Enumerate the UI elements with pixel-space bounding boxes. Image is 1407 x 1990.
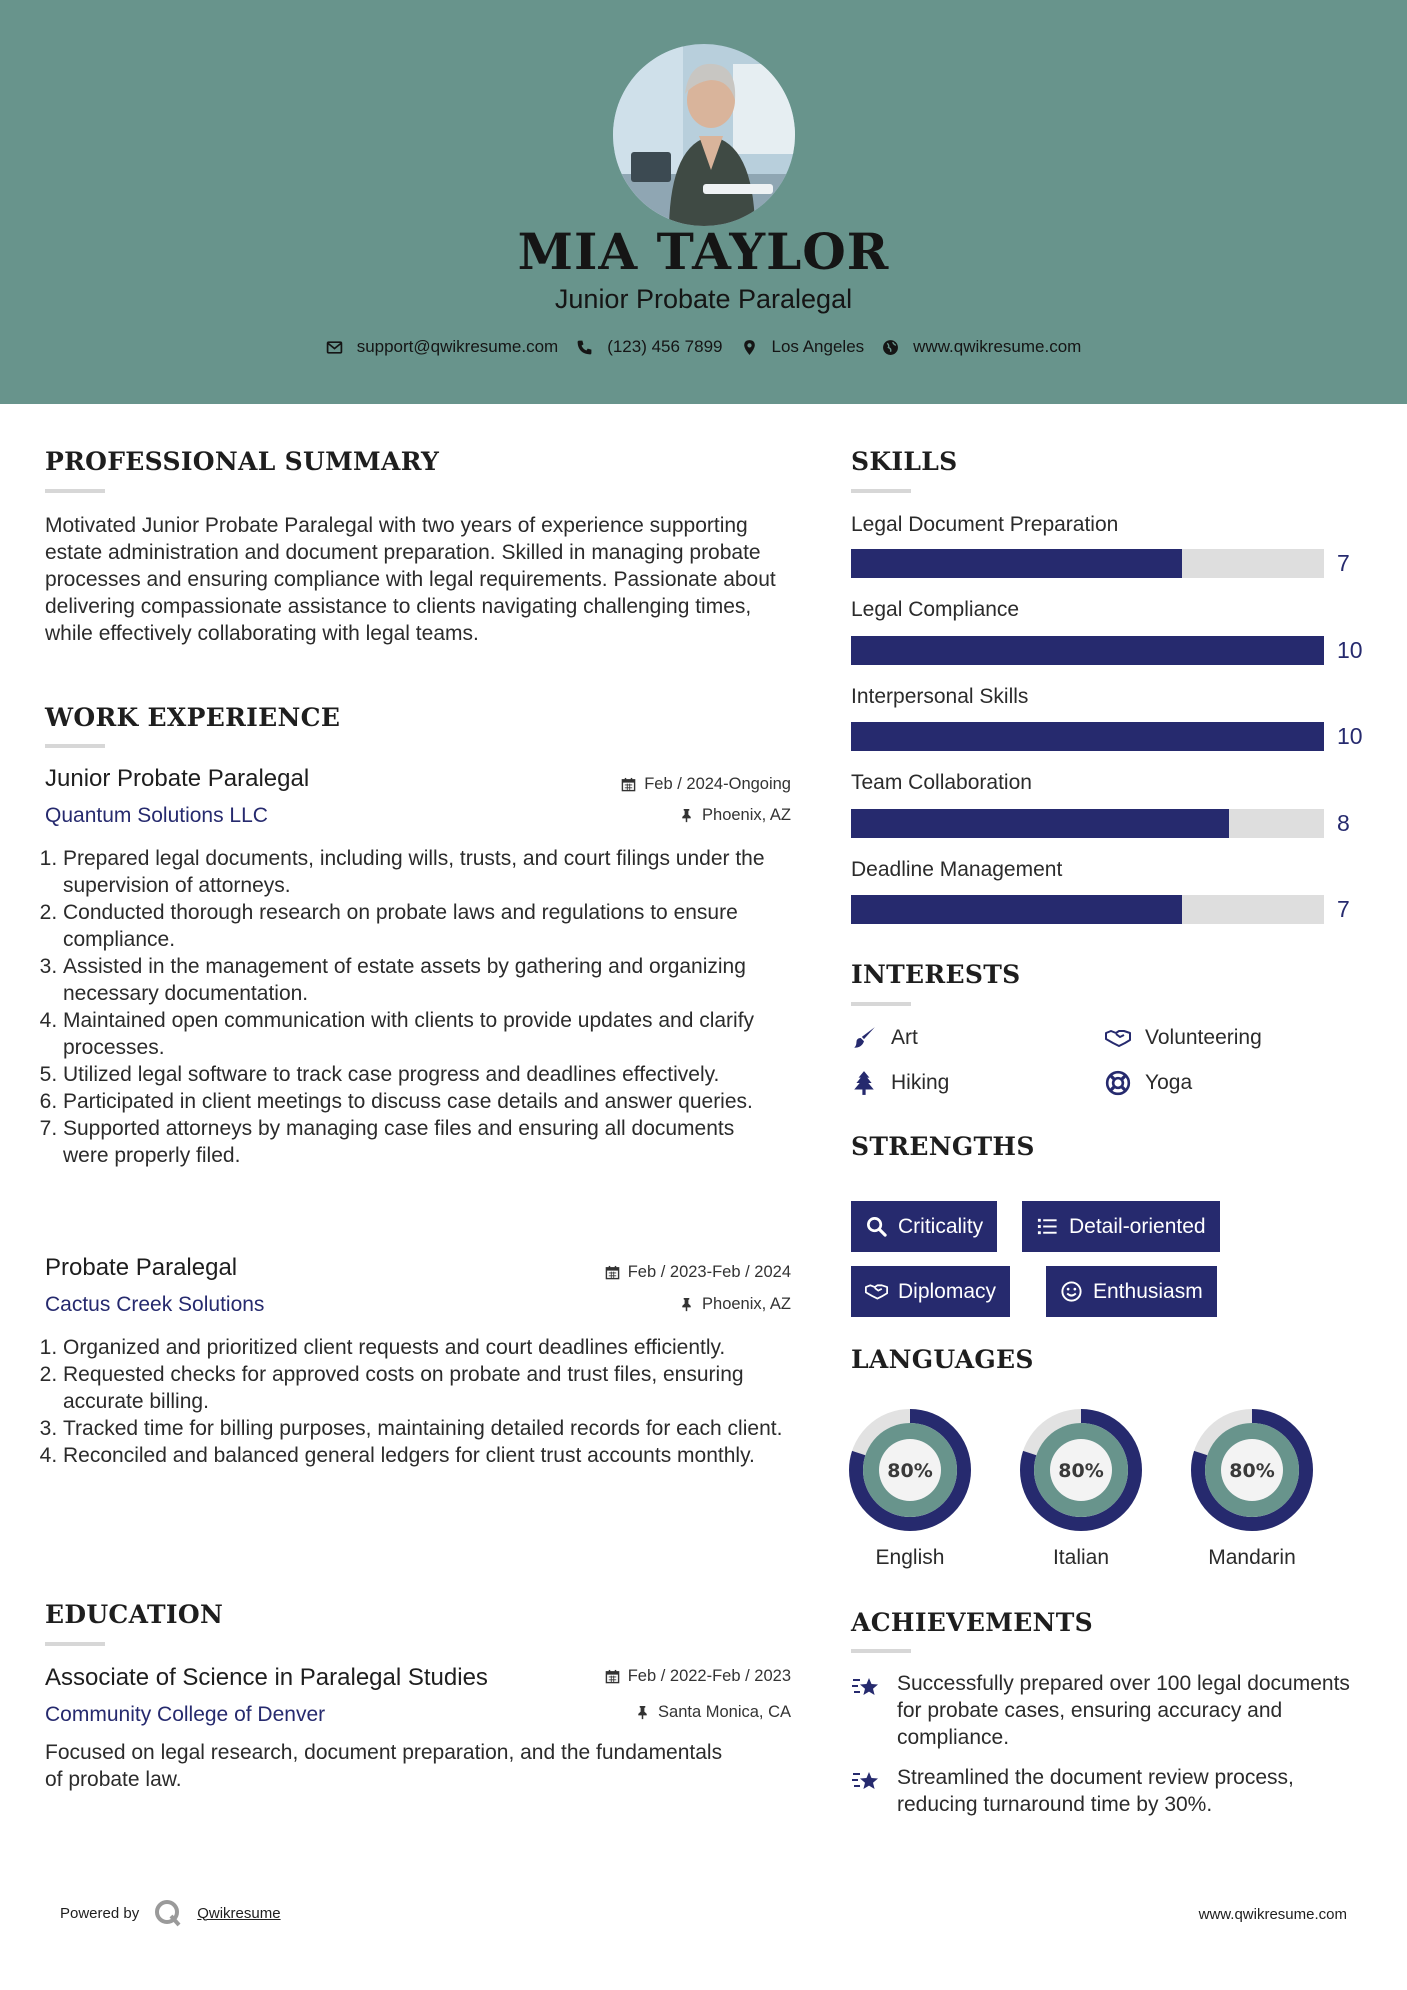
job-location: Phoenix, AZ: [679, 806, 791, 825]
job-title: Junior Probate Paralegal: [45, 765, 310, 792]
skill-bar: [851, 809, 1324, 838]
skills-divider: [851, 489, 911, 493]
language-item: [1190, 1408, 1314, 1570]
language-item: [1019, 1408, 1143, 1570]
interest-item: Hiking: [851, 1070, 949, 1096]
pushpin-icon: [635, 1705, 650, 1720]
language-ring: [1190, 1408, 1314, 1532]
tree-icon: [851, 1070, 877, 1096]
resume-header: [0, 0, 1407, 404]
phone-text[interactable]: (123) 456 7899: [607, 337, 723, 356]
globe-icon: [882, 339, 899, 356]
achievement-item: Successfully prepared over 100 legal documents for probate cases, ensuring accuracy and compliance.: [851, 1670, 1361, 1751]
contact-location: [741, 337, 865, 357]
skill-bar-fill: [851, 722, 1324, 751]
list-item: 6. Participated in client meetings to discuss case details and answer queries.: [63, 1088, 785, 1115]
handshake-icon: [865, 1280, 888, 1303]
job-bullets: [45, 845, 785, 1169]
list-item: 1. Organized and prioritized client requests and court deadlines efficiently.: [63, 1334, 785, 1361]
profile-photo: [613, 44, 795, 226]
list-item: 5. Utilized legal software to track case progress and deadlines effectively.: [63, 1061, 785, 1088]
candidate-role: Junior Probate Paralegal: [554, 284, 853, 314]
experience-heading: WORK EXPERIENCE: [45, 703, 341, 732]
list-item: 4. Maintained open communication with clients to provide updates and clarify processes.: [63, 1007, 785, 1061]
experience-divider: [45, 744, 105, 748]
skill-label: Legal Compliance: [851, 598, 1020, 621]
skill-score: 10: [1337, 637, 1363, 663]
degree-title: Associate of Science in Paralegal Studies: [45, 1664, 488, 1691]
school-name: Community College of Denver: [45, 1703, 326, 1726]
contact-phone[interactable]: [576, 337, 722, 357]
website-text[interactable]: www.qwikresume.com: [913, 337, 1082, 356]
strength-tag: Enthusiasm: [1046, 1266, 1217, 1317]
lifebuoy-icon: [1105, 1070, 1131, 1096]
skill-score: 7: [1337, 896, 1350, 922]
interest-item: Yoga: [1105, 1070, 1192, 1096]
contact-email[interactable]: [326, 337, 559, 357]
strength-tag: Diplomacy: [851, 1266, 1010, 1317]
calendar-icon: [605, 1669, 620, 1684]
skill-score: 10: [1337, 723, 1363, 749]
skill-bar: [851, 722, 1324, 751]
skill-bar: [851, 895, 1324, 924]
job-dates: Feb / 2023-Feb / 2024: [605, 1263, 791, 1282]
footer-website[interactable]: www.qwikresume.com: [1198, 1906, 1347, 1923]
smile-icon: [1060, 1280, 1083, 1303]
pushpin-icon: [679, 1297, 694, 1312]
list-item: 3. Tracked time for billing purposes, maintaining detailed records for each client.: [63, 1415, 785, 1442]
achievements-heading: ACHIEVEMENTS: [851, 1608, 1093, 1637]
language-ring: [1019, 1408, 1143, 1532]
language-name: English: [875, 1546, 945, 1569]
phone-icon: [576, 339, 593, 356]
strengths-heading: STRENGTHS: [851, 1132, 1035, 1161]
footer-branding: [60, 1898, 281, 1928]
location-text: Los Angeles: [771, 337, 865, 356]
company-name: Quantum Solutions LLC: [45, 804, 268, 827]
email-text[interactable]: support@qwikresume.com: [356, 337, 559, 356]
calendar-icon: [621, 777, 636, 792]
handshake-icon: [1105, 1025, 1131, 1051]
skill-bar-fill: [851, 636, 1324, 665]
shooting-star-icon: [851, 1672, 881, 1702]
job-dates: Feb / 2024-Ongoing: [621, 775, 791, 794]
pushpin-icon: [679, 808, 694, 823]
search-icon: [865, 1215, 888, 1238]
skill-bar-fill: [851, 895, 1182, 924]
skill-bar-fill: [851, 809, 1229, 838]
skill-label: Team Collaboration: [851, 771, 1032, 794]
language-percent: 80%: [1058, 1460, 1104, 1482]
interest-item: Volunteering: [1105, 1025, 1262, 1051]
list-item: 2. Conducted thorough research on probate laws and regulations to ensure compliance.: [63, 899, 785, 953]
list-item: 3. Assisted in the management of estate assets by gathering and organizing necessary documentation.: [63, 953, 785, 1007]
list-item: 1. Prepared legal documents, including wills, trusts, and court filings under the supervision of attorneys.: [63, 845, 785, 899]
language-ring: [848, 1408, 972, 1532]
education-heading: EDUCATION: [45, 1600, 224, 1629]
skill-score: 7: [1337, 550, 1350, 576]
job-location: Phoenix, AZ: [679, 1295, 791, 1314]
education-location: Santa Monica, CA: [635, 1703, 791, 1722]
language-name: Mandarin: [1208, 1546, 1296, 1569]
language-percent: 80%: [887, 1460, 933, 1482]
strength-tag: Detail-oriented: [1022, 1201, 1220, 1252]
skill-bar-fill: [851, 549, 1182, 578]
envelope-icon: [326, 339, 343, 356]
powered-by-text: Powered by: [60, 1904, 140, 1922]
skills-heading: SKILLS: [851, 447, 958, 476]
languages-heading: LANGUAGES: [851, 1345, 1034, 1374]
list-item: 7. Supported attorneys by managing case files and ensuring all documents were properly filed.: [63, 1115, 785, 1169]
skill-label: Legal Document Preparation: [851, 513, 1119, 536]
summary-text: Motivated Junior Probate Paralegal with two years of experience supporting estate administration and document preparation. Skilled in managing probate processes and ensuring compliance with legal requirements. Passionate about delivering compassionate assistance to clients navigating challenging times, while effectively collaborating with legal teams.: [45, 514, 776, 645]
paintbrush-icon: [851, 1025, 877, 1051]
list-item: 2. Requested checks for approved costs on probate and trust files, ensuring accurate billing.: [63, 1361, 785, 1415]
achievement-item: Streamlined the document review process, reducing turnaround time by 30%.: [851, 1764, 1361, 1818]
language-percent: 80%: [1229, 1460, 1275, 1482]
list-icon: [1036, 1215, 1059, 1238]
skill-bar: [851, 636, 1324, 665]
achievements-divider: [851, 1649, 911, 1653]
qwikresume-logo-icon: [153, 1898, 183, 1928]
summary-heading: PROFESSIONAL SUMMARY: [45, 447, 440, 476]
interests-heading: INTERESTS: [851, 960, 1021, 989]
education-text: Focused on legal research, document preparation, and the fundamentals of probate law.: [45, 1741, 723, 1791]
education-dates: Feb / 2022-Feb / 2023: [605, 1667, 791, 1686]
company-name: Cactus Creek Solutions: [45, 1293, 265, 1316]
interests-divider: [851, 1002, 911, 1006]
interest-item: Art: [851, 1025, 918, 1051]
skill-score: 8: [1337, 810, 1350, 836]
candidate-name: MIA TAYLOR: [517, 222, 890, 281]
skill-label: Interpersonal Skills: [851, 685, 1029, 708]
language-item: [848, 1408, 972, 1570]
contact-website[interactable]: [882, 337, 1081, 357]
contact-bar: [0, 337, 1407, 357]
shooting-star-icon: [851, 1766, 881, 1796]
skill-bar: [851, 549, 1324, 578]
summary-divider: [45, 489, 105, 493]
job-title: Probate Paralegal: [45, 1254, 238, 1281]
map-pin-icon: [741, 339, 758, 356]
job-bullets: [45, 1334, 785, 1469]
education-divider: [45, 1642, 105, 1646]
calendar-icon: [605, 1265, 620, 1280]
skill-label: Deadline Management: [851, 858, 1063, 881]
list-item: 4. Reconciled and balanced general ledgers for client trust accounts monthly.: [63, 1442, 785, 1469]
strength-tag: Criticality: [851, 1201, 997, 1252]
brand-link[interactable]: Qwikresume: [197, 1904, 281, 1922]
language-name: Italian: [1052, 1546, 1110, 1569]
